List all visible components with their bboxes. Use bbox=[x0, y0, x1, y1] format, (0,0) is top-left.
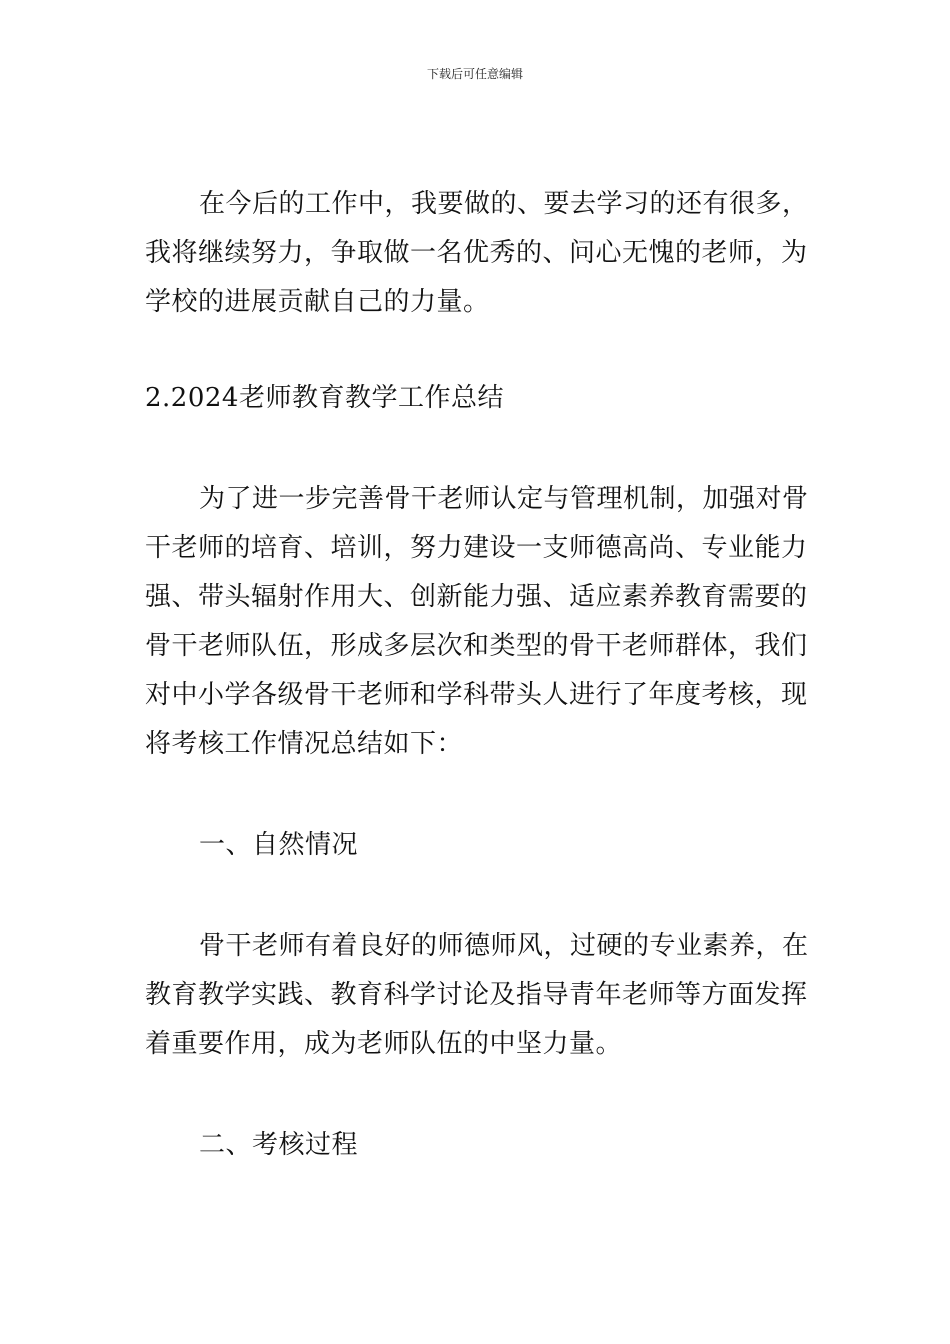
spacer bbox=[145, 423, 805, 475]
text-line: 着重要作用，成为老师队伍的中坚力量。 bbox=[145, 1029, 623, 1059]
spacer bbox=[145, 769, 805, 821]
text-line: 我将继续努力，争取做一名优秀的、问心无愧的老师，为 bbox=[145, 238, 808, 268]
document-body bbox=[145, 180, 809, 1170]
section-title-text: 2.2024老师教育教学工作总结 bbox=[145, 383, 504, 413]
paragraph-closing bbox=[145, 180, 809, 327]
text-line: 为了进一步完善骨干老师认定与管理机制，加强对骨 bbox=[199, 484, 809, 514]
text-line: 学校的进展贡献自己的力量。 bbox=[145, 287, 490, 317]
heading-text: 二、考核过程 bbox=[199, 1130, 359, 1160]
text-line: 骨干老师有着良好的师德师风，过硬的专业素养，在 bbox=[199, 931, 809, 961]
heading-assessment-process bbox=[145, 1121, 805, 1170]
heading-text: 一、自然情况 bbox=[199, 830, 359, 860]
text-line: 教育教学实践、教育科学讨论及指导青年老师等方面发挥 bbox=[145, 980, 808, 1010]
section-title bbox=[145, 374, 805, 423]
spacer bbox=[145, 870, 805, 922]
spacer bbox=[145, 327, 805, 374]
heading-natural-situation bbox=[145, 821, 805, 870]
paragraph-intro bbox=[145, 475, 809, 769]
page-header: 下载后可任意编辑 bbox=[426, 67, 523, 81]
text-line: 将考核工作情况总结如下： bbox=[145, 729, 464, 759]
paragraph-natural-situation bbox=[145, 922, 809, 1069]
spacer bbox=[145, 1069, 805, 1121]
text-line: 骨干老师队伍，形成多层次和类型的骨干老师群体，我们 bbox=[145, 631, 808, 661]
text-line: 对中小学各级骨干老师和学科带头人进行了年度考核，现 bbox=[145, 680, 808, 710]
text-line: 强、带头辐射作用大、创新能力强、适应素养教育需要的 bbox=[145, 582, 808, 612]
text-line: 在今后的工作中，我要做的、要去学习的还有很多， bbox=[199, 189, 809, 219]
text-line: 干老师的培育、培训，努力建设一支师德高尚、专业能力 bbox=[145, 533, 808, 563]
